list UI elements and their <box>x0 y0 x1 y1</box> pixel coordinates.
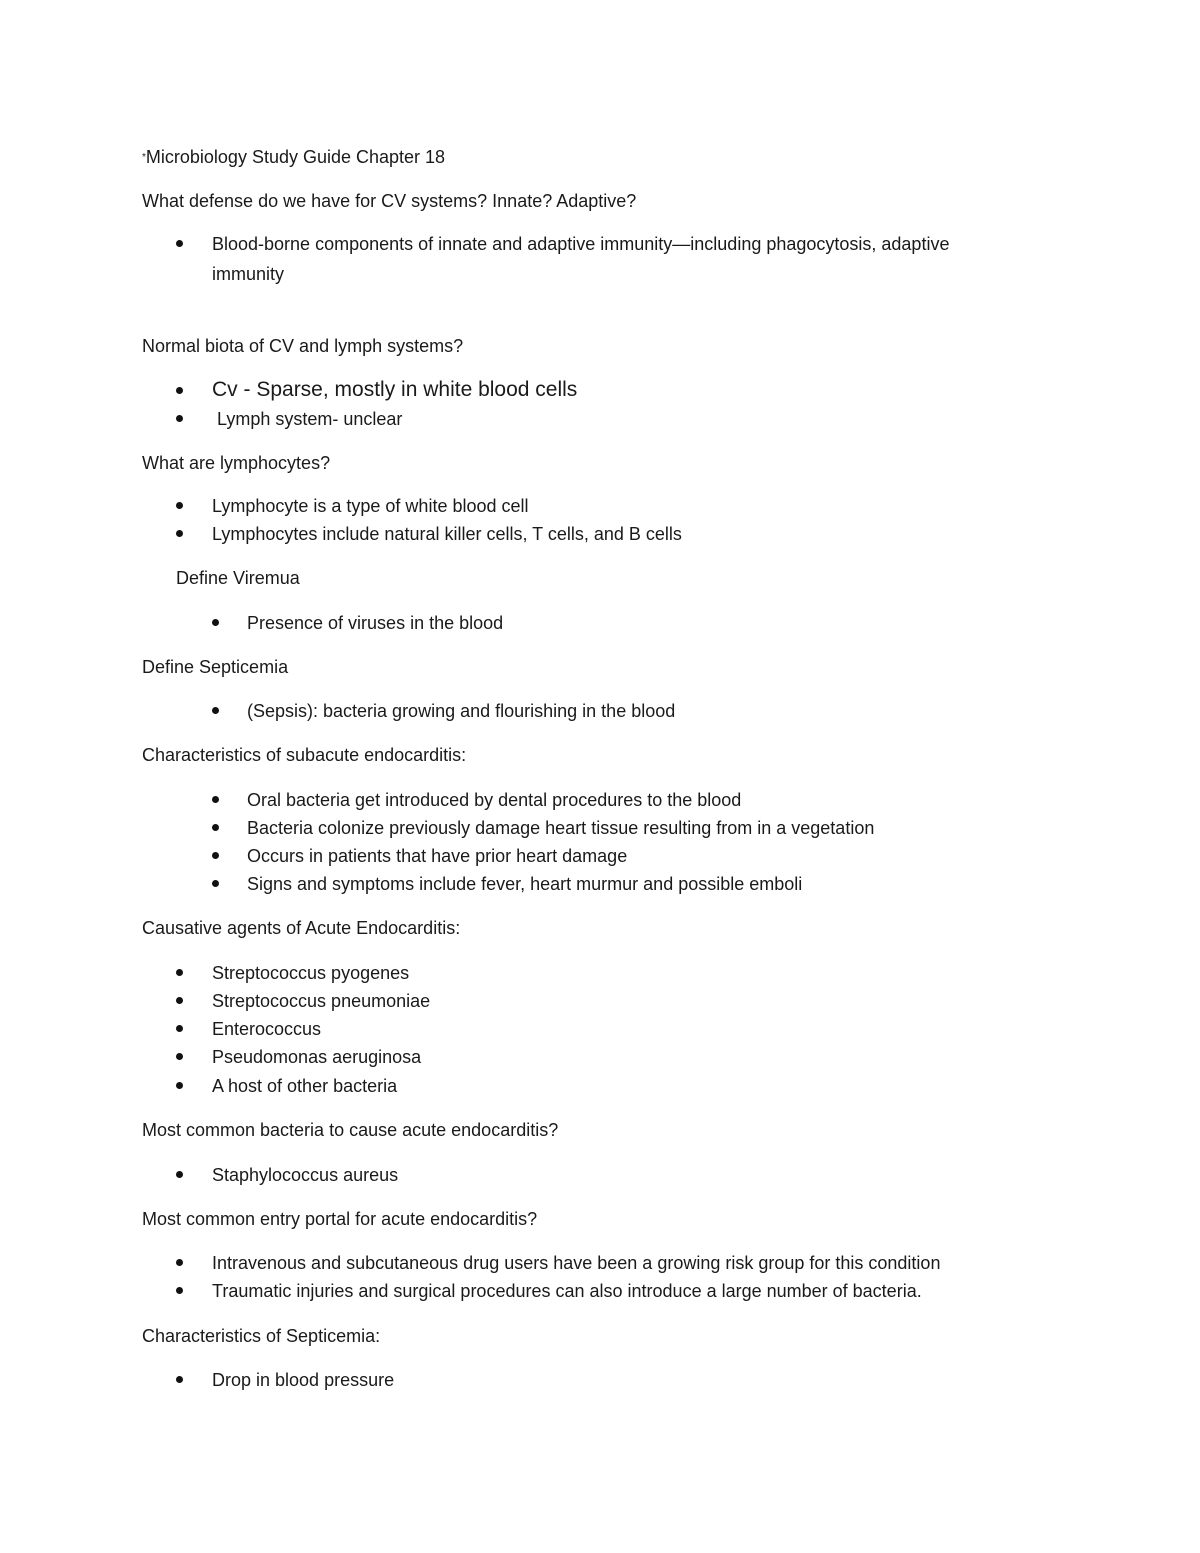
bullet-icon <box>212 796 219 803</box>
section-heading: What are lymphocytes? <box>142 453 331 473</box>
section-heading: Most common entry portal for acute endocarditis? <box>142 1209 538 1229</box>
bullet-icon <box>212 880 219 887</box>
bullet-icon <box>176 969 183 976</box>
section-heading: Define Viremua <box>176 568 300 588</box>
bullet-icon <box>176 1053 183 1060</box>
list-item: Traumatic injuries and surgical procedures can also introduce a large number of bacteria. <box>212 1281 922 1301</box>
list-item: Occurs in patients that have prior heart damage <box>247 846 628 866</box>
section-heading: Define Septicemia <box>142 657 289 677</box>
list-item: Bacteria colonize previously damage heart tissue resulting from in a vegetation <box>247 818 875 838</box>
bullet-icon <box>176 997 183 1004</box>
section-heading: Characteristics of subacute endocarditis: <box>142 745 467 765</box>
list-item: Cv - Sparse, mostly in white blood cells <box>212 378 578 401</box>
title-asterisk: * <box>142 152 146 163</box>
list-item: Presence of viruses in the blood <box>247 613 504 633</box>
bullet-icon <box>176 1025 183 1032</box>
bullet-icon <box>212 619 219 626</box>
list-item-continuation: immunity <box>212 264 285 284</box>
section-heading: Characteristics of Septicemia: <box>142 1326 381 1346</box>
bullet-icon <box>176 1376 183 1383</box>
list-item: Lymph system- unclear <box>212 409 403 429</box>
list-item: Streptococcus pneumoniae <box>212 991 431 1011</box>
title-text: Microbiology Study Guide Chapter 18 <box>145 147 446 167</box>
list-item: Streptococcus pyogenes <box>212 963 410 983</box>
list-item: Enterococcus <box>212 1019 322 1039</box>
bullet-icon <box>176 1082 183 1089</box>
list-item: Staphylococcus aureus <box>212 1165 399 1185</box>
bullet-icon <box>176 387 183 394</box>
list-item: Lymphocytes include natural killer cells, T cells, and B cells <box>212 524 682 544</box>
section-heading: Causative agents of Acute Endocarditis: <box>142 918 461 938</box>
list-item: Blood-borne components of innate and adaptive immunity—including phagocytosis, adaptive <box>212 234 950 254</box>
bullet-icon <box>176 1259 183 1266</box>
bullet-icon <box>176 502 183 509</box>
list-item: (Sepsis): bacteria growing and flourishing in the blood <box>247 701 676 721</box>
bullet-icon <box>212 824 219 831</box>
list-item: Drop in blood pressure <box>212 1370 395 1390</box>
section-heading: Most common bacteria to cause acute endocarditis? <box>142 1120 559 1140</box>
section-heading: Normal biota of CV and lymph systems? <box>142 336 464 356</box>
bullet-icon <box>212 707 219 714</box>
list-item: A host of other bacteria <box>212 1076 398 1096</box>
section-heading: What defense do we have for CV systems? Innate? Adaptive? <box>142 191 637 211</box>
bullet-icon <box>176 530 183 537</box>
bullet-icon <box>212 852 219 859</box>
list-item: Signs and symptoms include fever, heart murmur and possible emboli <box>247 874 803 894</box>
list-item: Lymphocyte is a type of white blood cell <box>212 496 529 516</box>
list-item: Intravenous and subcutaneous drug users have been a growing risk group for this condition <box>212 1253 941 1273</box>
list-item: Oral bacteria get introduced by dental procedures to the blood <box>247 790 742 810</box>
bullet-icon <box>176 1287 183 1294</box>
bullet-icon <box>176 240 183 247</box>
list-item: Pseudomonas aeruginosa <box>212 1047 422 1067</box>
bullet-icon <box>176 415 183 422</box>
document-title <box>142 146 445 168</box>
bullet-icon <box>176 1171 183 1178</box>
